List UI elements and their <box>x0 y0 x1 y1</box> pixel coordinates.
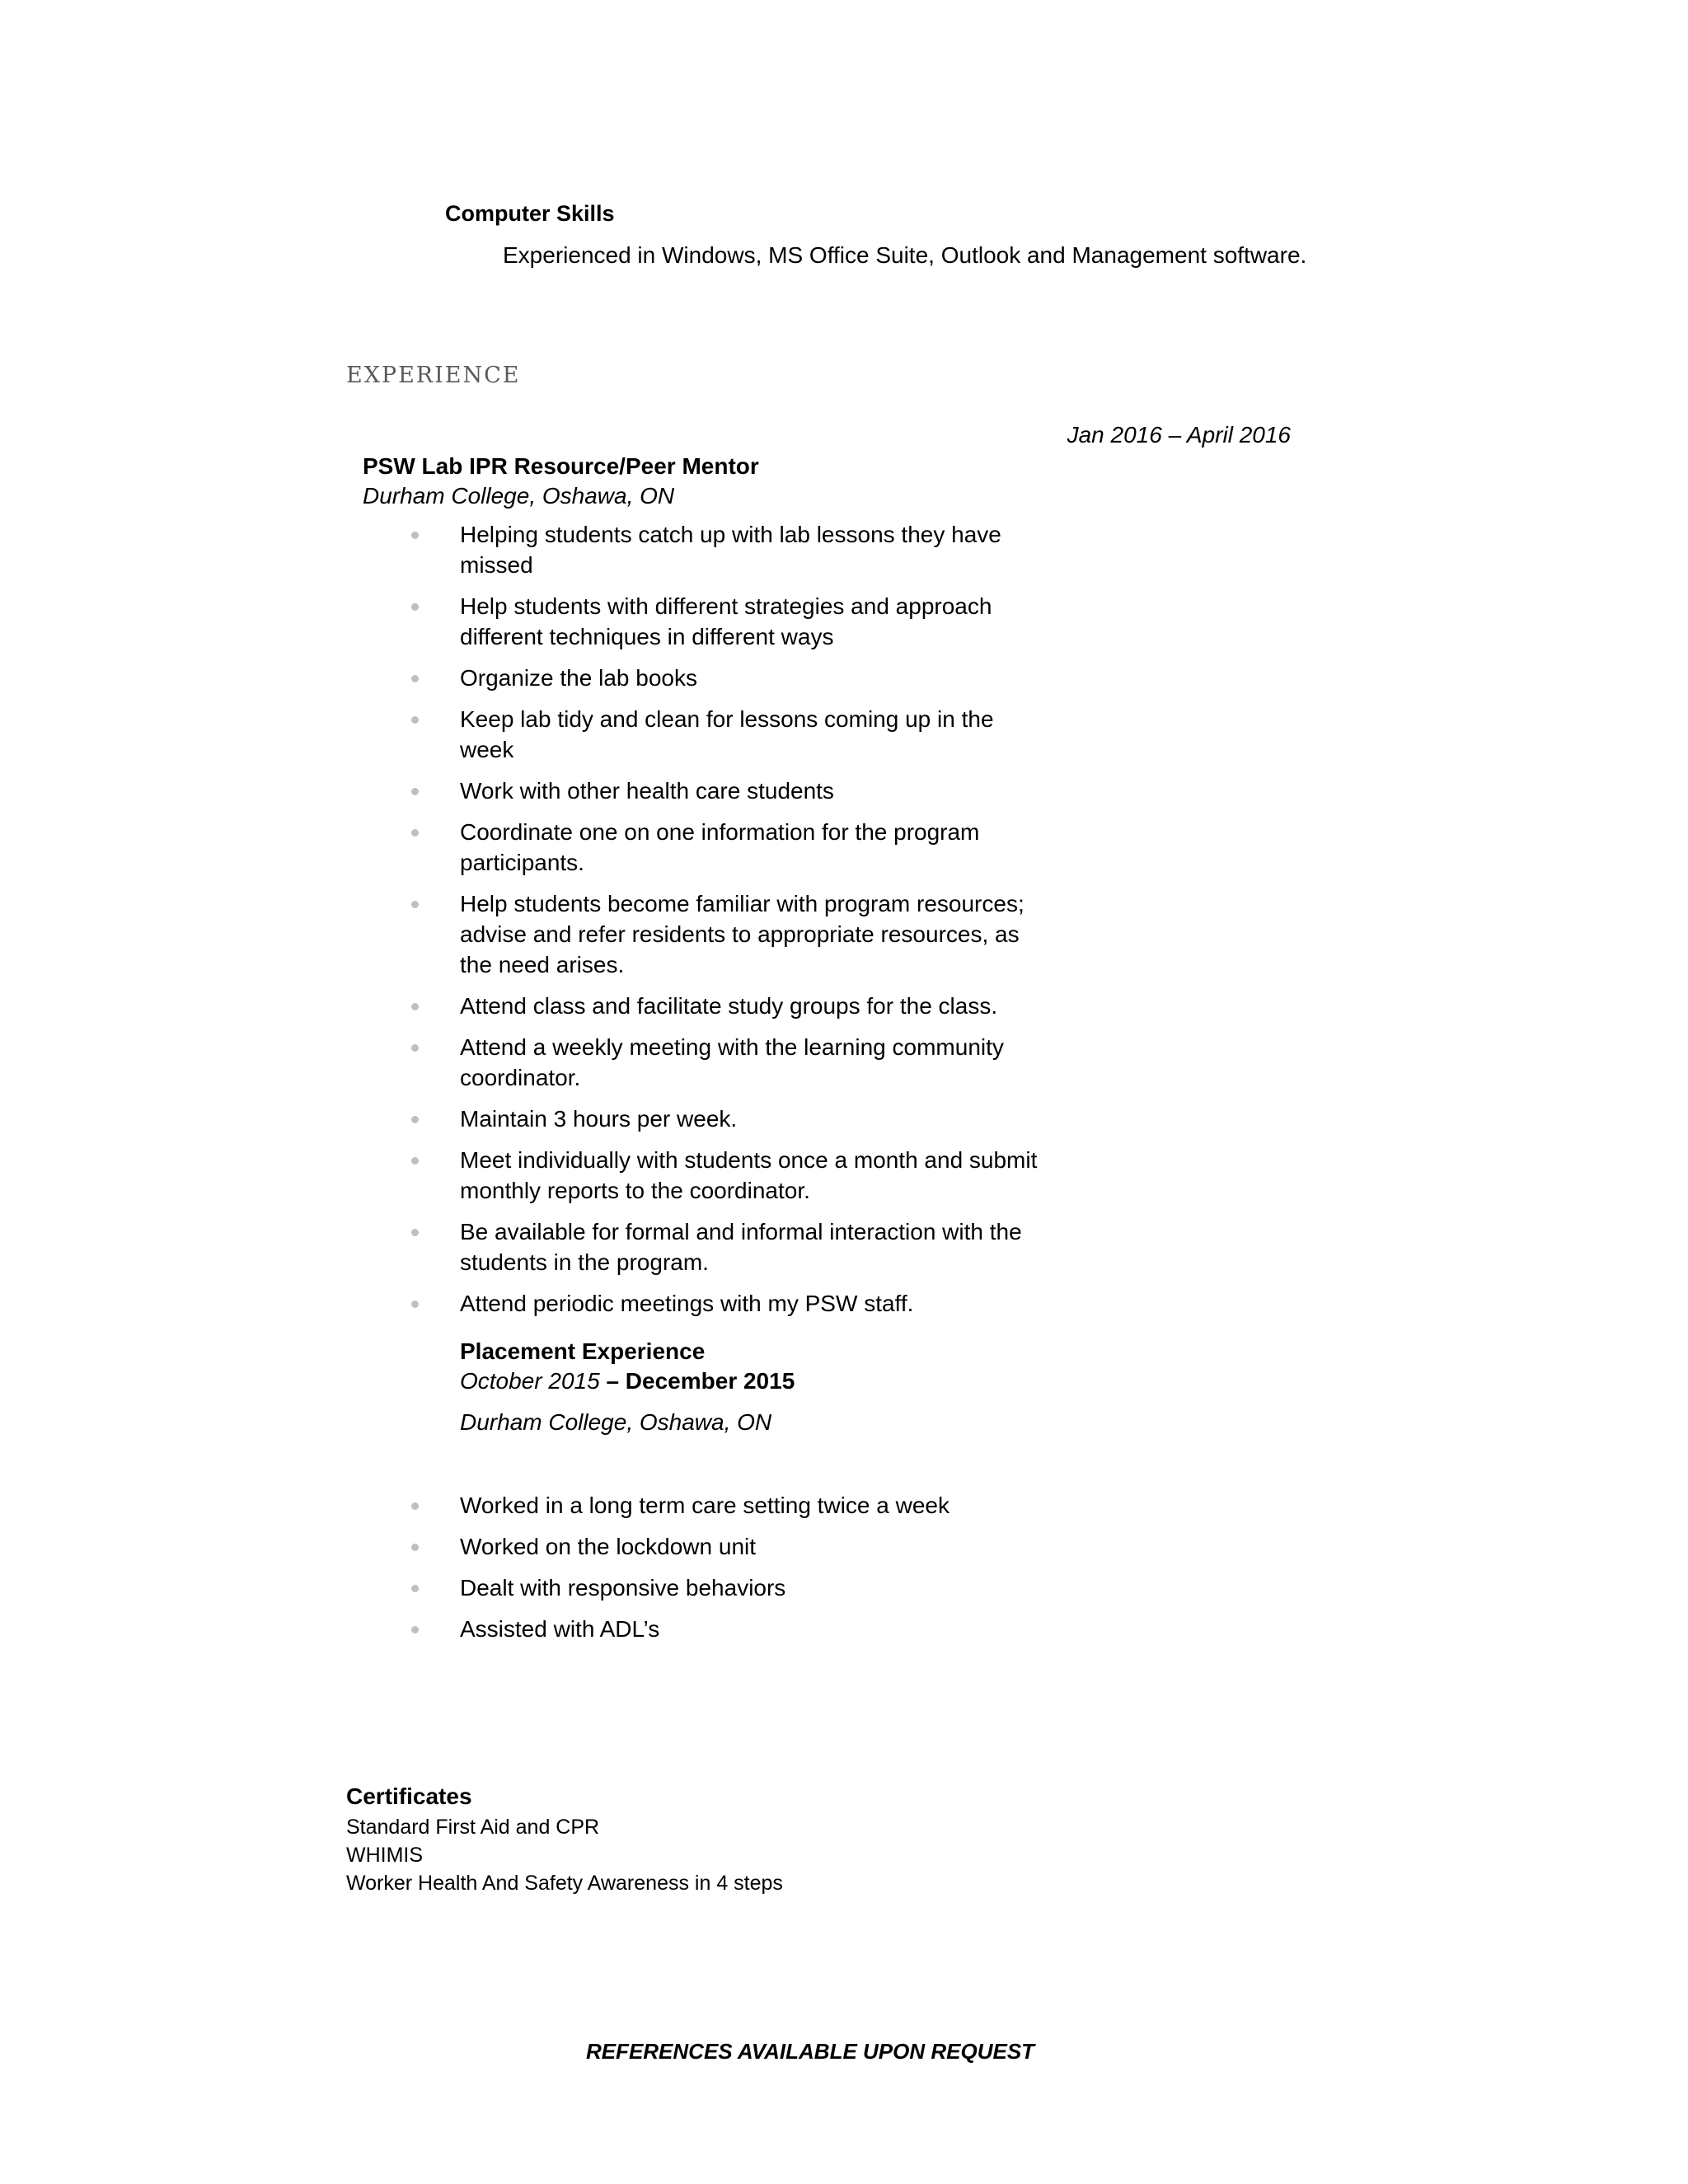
bullet-text: Coordinate one on one information for the program participants. <box>460 819 980 875</box>
bullet-text: Work with other health care students <box>460 778 834 804</box>
bullet-icon <box>411 1116 419 1123</box>
job1-organization: Durham College, Oshawa, ON <box>363 483 675 509</box>
bullet-text: Worked on the lockdown unit <box>460 1534 757 1559</box>
list-item <box>410 991 1053 1021</box>
list-item <box>410 591 1053 652</box>
bullet-text: Meet individually with students once a month and submit monthly reports to the coordinator. <box>460 1147 1038 1203</box>
job2-date-end: – December 2015 <box>599 1368 795 1394</box>
bullet-text: Organize the lab books <box>460 665 697 691</box>
bullet-text: Helping students catch up with lab lessons they have missed <box>460 522 1001 578</box>
list-item <box>410 1032 1053 1093</box>
job2-organization: Durham College, Oshawa, ON <box>460 1409 772 1435</box>
bullet-text: Attend class and facilitate study groups for the class. <box>460 993 998 1019</box>
list-item: Standard First Aid and CPR <box>346 1816 600 1839</box>
list-item <box>410 704 1053 765</box>
bullet-icon <box>411 716 419 724</box>
list-item: Worker Health And Safety Awareness in 4 steps <box>346 1872 783 1895</box>
bullet-icon <box>411 1044 419 1052</box>
computer-skills-text: Experienced in Windows, MS Office Suite, Outlook and Management software. <box>503 242 1307 268</box>
bullet-text: Help students with different strategies and approach different techniques in different ways <box>460 593 992 649</box>
job1-dates: Jan 2016 – April 2016 <box>1067 422 1291 448</box>
job2-date-start: October 2015 <box>460 1368 600 1394</box>
bullet-text: Help students become familiar with program resources; advise and refer residents to appropriate resources, as the need arises. <box>460 891 1025 977</box>
computer-skills-title: Computer Skills <box>445 201 615 226</box>
job1-title: PSW Lab IPR Resource/Peer Mentor <box>363 453 759 479</box>
list-item <box>410 776 1053 806</box>
bullet-text: Attend a weekly meeting with the learning community coordinator. <box>460 1034 1004 1090</box>
bullet-text: Worked in a long term care setting twice a week <box>460 1493 950 1518</box>
bullet-icon <box>411 829 419 837</box>
list-item <box>410 888 1053 980</box>
bullet-text: Assisted with ADL’s <box>460 1616 660 1642</box>
bullet-icon <box>411 788 419 795</box>
bullet-text: Maintain 3 hours per week. <box>460 1106 738 1132</box>
list-item <box>410 1216 1053 1277</box>
bullet-icon <box>411 1301 419 1308</box>
list-item <box>410 519 1053 580</box>
job2-dates <box>460 1368 795 1394</box>
bullet-icon <box>411 675 419 682</box>
bullet-icon <box>411 1229 419 1236</box>
experience-heading: EXPERIENCE <box>346 363 521 388</box>
list-item <box>410 1490 1053 1521</box>
bullet-text: Be available for formal and informal interaction with the students in the program. <box>460 1219 1022 1275</box>
job1-bullet-list <box>410 519 1053 1329</box>
bullet-text: Attend periodic meetings with my PSW staff. <box>460 1291 914 1316</box>
certificates-list <box>346 1813 783 1897</box>
bullet-icon <box>411 1626 419 1633</box>
list-item <box>410 1614 1053 1644</box>
certificates-title: Certificates <box>346 1783 472 1809</box>
list-item <box>410 1104 1053 1134</box>
bullet-icon <box>411 1157 419 1165</box>
bullet-icon <box>411 1502 419 1510</box>
bullet-icon <box>411 1544 419 1551</box>
job2-bullet-list <box>410 1490 1053 1655</box>
bullet-text: Dealt with responsive behaviors <box>460 1575 786 1601</box>
bullet-text: Keep lab tidy and clean for lessons coming up in the week <box>460 706 994 762</box>
bullet-icon <box>411 901 419 908</box>
bullet-icon <box>411 1003 419 1010</box>
list-item <box>410 1145 1053 1206</box>
references-note: REFERENCES AVAILABLE UPON REQUEST <box>585 2039 1035 2064</box>
list-item: WHIMIS <box>346 1844 424 1867</box>
job2-title: Placement Experience <box>460 1338 706 1364</box>
list-item <box>410 1572 1053 1603</box>
bullet-icon <box>411 1585 419 1592</box>
bullet-icon <box>411 532 419 539</box>
list-item <box>410 1531 1053 1562</box>
list-item <box>410 1288 1053 1319</box>
bullet-icon <box>411 603 419 611</box>
list-item <box>410 663 1053 693</box>
list-item <box>410 817 1053 878</box>
